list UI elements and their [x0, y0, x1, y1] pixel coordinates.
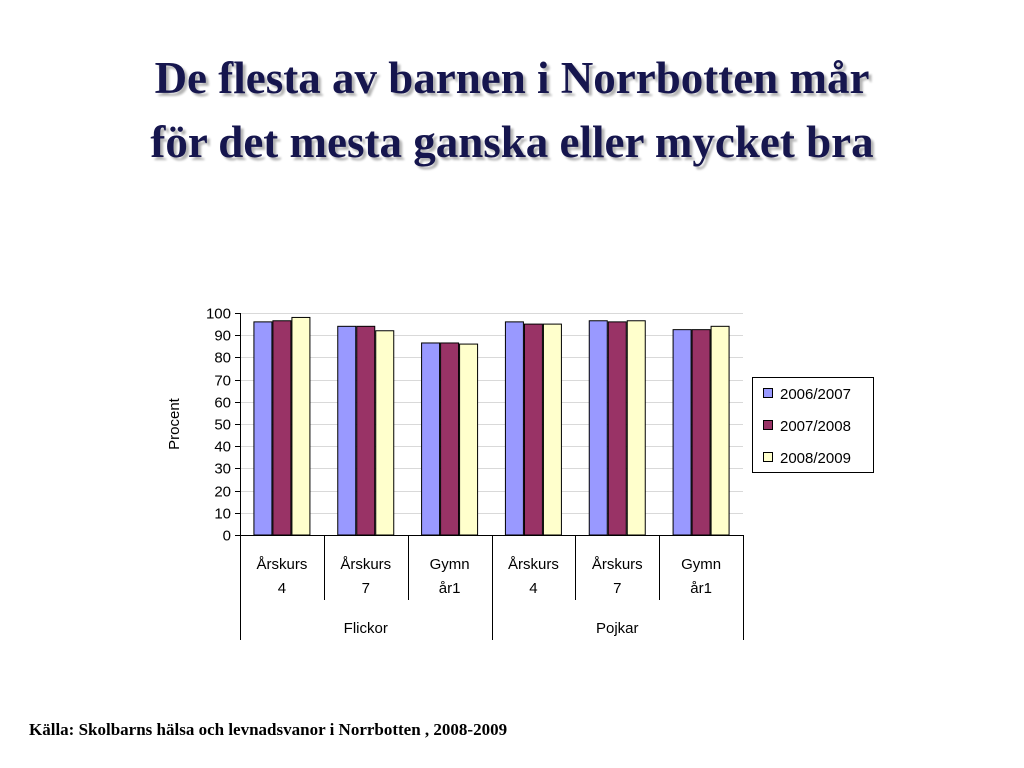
y-tick-label: 80 [214, 349, 231, 367]
bar-3-2 [543, 324, 561, 535]
x-tick-label: Årskurs [256, 556, 308, 573]
y-tick-label: 70 [214, 372, 231, 390]
x-group-label: Flickor [343, 620, 388, 637]
x-tick-label: 7 [613, 580, 622, 597]
y-tick-label: 30 [214, 460, 231, 478]
bar-5-0 [673, 330, 691, 535]
slide-title-line-2: för det mesta ganska eller mycket bra [150, 117, 874, 167]
y-tick-label: 40 [214, 438, 231, 456]
x-tick-label: Årskurs [507, 556, 559, 573]
legend-swatch-2 [764, 453, 773, 462]
bar-0-2 [292, 317, 310, 535]
x-tick-label: Årskurs [340, 556, 392, 573]
bar-2-1 [441, 343, 459, 535]
x-tick-label: Årskurs [591, 556, 643, 573]
bar-2-0 [422, 343, 440, 535]
y-tick-label: 0 [222, 527, 231, 545]
x-tick-label: Gymn [681, 556, 722, 573]
y-tick-label: 90 [214, 327, 231, 345]
legend-swatch-1 [764, 421, 773, 430]
bar-4-1 [608, 322, 626, 535]
legend-label: 2006/2007 [780, 386, 851, 403]
x-tick-label: år1 [438, 580, 461, 597]
y-tick-label: 50 [214, 416, 231, 434]
x-tick-label: 7 [361, 580, 370, 597]
y-tick-label: 20 [214, 483, 231, 501]
x-tick-label: 4 [277, 580, 287, 597]
bar-2-2 [460, 344, 478, 535]
x-tick-label: Gymn [429, 556, 470, 573]
bar-5-1 [692, 330, 710, 535]
slide-title-line-1: De flesta av barnen i Norrbotten mår [154, 53, 870, 103]
source-note: Källa: Skolbarns hälsa och levnadsvanor i Norrbotten , 2008-2009 [29, 720, 508, 739]
bar-1-2 [376, 331, 394, 535]
bar-3-0 [505, 322, 523, 535]
y-tick-label: 100 [205, 305, 231, 323]
bar-1-0 [338, 326, 356, 535]
x-tick-label: 4 [529, 580, 538, 597]
legend-label: 2007/2008 [780, 418, 851, 435]
bar-4-0 [589, 321, 607, 535]
y-tick-label: 10 [214, 505, 231, 523]
bar-1-1 [357, 326, 375, 535]
y-tick-label: 60 [214, 394, 231, 412]
bar-0-1 [273, 321, 291, 535]
bar-0-0 [254, 322, 272, 535]
bar-4-2 [627, 321, 645, 535]
y-axis-title: Procent [166, 398, 183, 450]
legend-swatch-0 [764, 389, 773, 398]
bar-5-2 [711, 326, 729, 535]
x-group-label: Pojkar [595, 620, 639, 637]
legend-label: 2008/2009 [780, 450, 851, 467]
x-tick-label: år1 [690, 580, 712, 597]
bar-3-1 [524, 324, 542, 535]
